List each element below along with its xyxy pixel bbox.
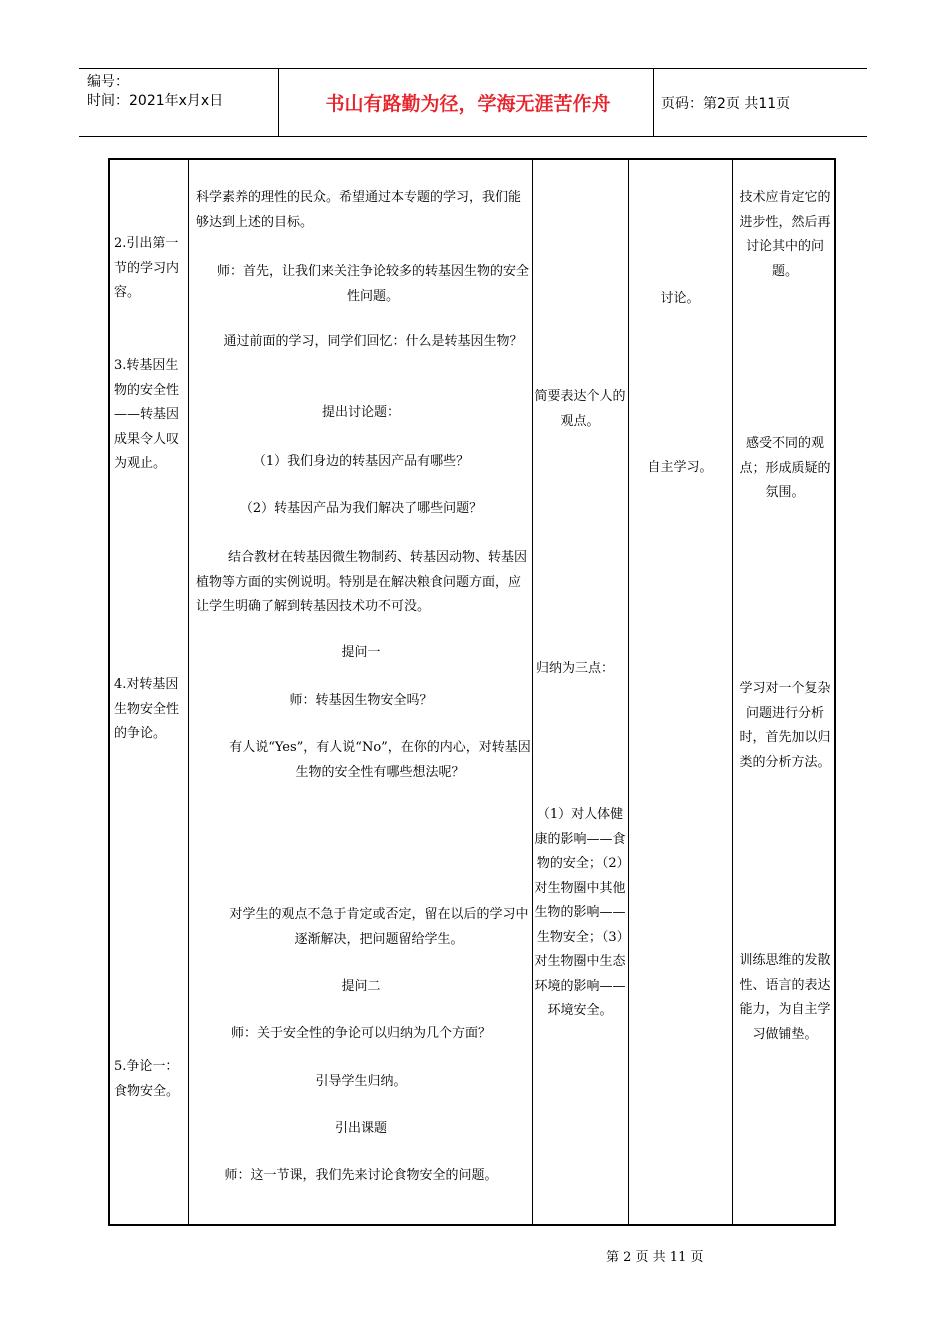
header-divider (278, 69, 279, 136)
teacher-paragraph: 师：这一节课，我们先来讨论食物安全的问题。 (224, 1168, 498, 1183)
student-activity: 简要表达个人的观点。 (534, 389, 626, 429)
step-item: 5.争论一：食物安全。 (114, 1059, 180, 1099)
page-footer: 第 2 页 共 11 页 (606, 1250, 704, 1265)
teacher-paragraph: 师：转基因生物安全吗？ (289, 693, 433, 708)
teacher-paragraph: 有人说“Yes”，有人说“No”，在你的内心，对转基因生物的安全性有哪些想法呢？ (229, 740, 531, 780)
teacher-paragraph: 科学素养的理性的民众。希望通过本专题的学习，我们能够达到上述的目标。 (196, 190, 522, 230)
student-activity: （1）对人体健康的影响——食物的安全；（2）对生物圈中其他生物的影响——生物安全；（3）对生物圈中生态环境的影响——环境安全。 (534, 807, 626, 1018)
teacher-paragraph: 引导学生归纳。 (315, 1074, 407, 1089)
teacher-paragraph: 师：关于安全性的争论可以归纳为几个方面？ (230, 1026, 491, 1041)
step-item: 2.引出第一节的学习内容。 (114, 236, 180, 300)
teacher-paragraph: 师：首先，让我们来关注争论较多的转基因生物的安全性问题。 (216, 264, 529, 304)
page-header (79, 68, 867, 137)
teacher-paragraph: （1）我们身边的转基因产品有哪些？ (252, 454, 470, 469)
teacher-paragraph: 对学生的观点不急于肯定或否定，留在以后的学习中逐渐解决，把问题留给学生。 (229, 907, 529, 947)
intent-item: 学习对一个复杂问题进行分析时，首先加以归类的分析方法。 (739, 681, 831, 770)
method-item: 讨论。 (660, 291, 700, 306)
step-item: 3.转基因生物的安全性——转基因成果令人叹为观止。 (114, 358, 180, 471)
intent-item: 技术应肯定它的进步性，然后再讨论其中的问题。 (739, 190, 831, 279)
header-page-info: 页码：第2页 共11页 (661, 96, 791, 112)
intent-item: 感受不同的观点；形成质疑的氛围。 (739, 436, 831, 500)
teacher-paragraph: 提问一 (341, 645, 381, 660)
student-activity: 归纳为三点： (536, 661, 615, 676)
header-motto: 书山有路勤为径，学海无涯苦作舟 (325, 93, 611, 115)
teacher-paragraph: 提问二 (341, 979, 381, 994)
teacher-paragraph: 提出讨论题： (321, 405, 400, 420)
column-divider (188, 160, 189, 1224)
header-meta (87, 73, 223, 111)
intent-item: 训练思维的发散性、语言的表达能力，为自主学习做铺垫。 (739, 953, 831, 1042)
column-divider (628, 160, 629, 1224)
teacher-paragraph: 引出课题 (334, 1121, 387, 1136)
method-item: 自主学习。 (647, 460, 713, 475)
teacher-paragraph: （2）转基因产品为我们解决了哪些问题？ (239, 501, 483, 516)
column-divider (732, 160, 733, 1224)
teacher-paragraph: 结合教材在转基因微生物制药、转基因动物、转基因植物等方面的实例说明。特别是在解决粮食问题方面，应让学生明确了解到转基因技术功不可没。 (196, 550, 528, 614)
teacher-paragraph: 通过前面的学习，同学们回忆：什么是转基因生物？ (223, 334, 523, 349)
step-item: 4.对转基因生物安全性的争论。 (114, 677, 180, 741)
document-date: 时间：2021年x月x日 (87, 93, 224, 109)
lesson-table (108, 158, 836, 1226)
document-number-label: 编号： (87, 74, 129, 90)
column-divider (532, 160, 533, 1224)
